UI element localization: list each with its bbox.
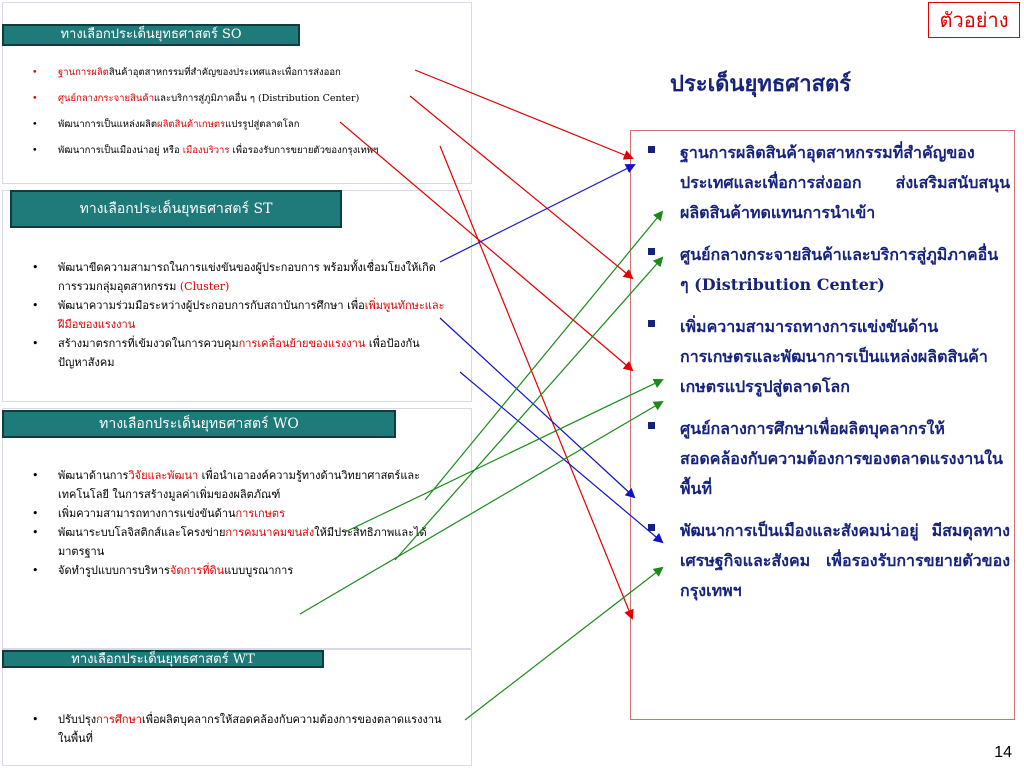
arrow-wo4 — [300, 402, 662, 614]
strategic-issue-text: ฐานการผลิตสินค้าอุตสาหกรรมที่สำคัญของประเทศและเพื่อการส่งออก ส่งเสริมสนับสนุนผลิตสินค้าทดแทนการนำเข้า — [680, 143, 1010, 222]
wt-header: ทางเลือกประเด็นยุทธศาสตร์ WT — [2, 650, 324, 668]
highlighted-text: เมืองบริวาร — [182, 145, 230, 156]
highlighted-text: การเคลื่อนย้ายของแรงงาน — [238, 337, 366, 350]
arrow-so4 — [440, 146, 632, 618]
arrow-st3 — [460, 372, 662, 542]
highlighted-text: เพิ่มพูนทักษะและฝีมือของแรงงาน — [58, 299, 445, 331]
item-text: พัฒนาความร่วมมือระหว่างผู้ประกอบการกับสถาบันการศึกษา เพื่อ — [58, 299, 365, 312]
strategic-issue-text: ศูนย์กลางการศึกษาเพื่อผลิตบุคลากรให้สอดคล้องกับความต้องการของตลาดแรงงานในพื้นที่ — [680, 419, 1003, 498]
item-text: และบริการสู่ภูมิภาคอื่น ๆ (Distribution Center) — [154, 93, 360, 104]
highlighted-text: ศูนย์กลางกระจายสินค้า — [58, 93, 155, 104]
page-number: 14 — [994, 744, 1012, 761]
highlighted-text: วิจัยและพัฒนา — [128, 469, 199, 482]
arrow-wo3 — [395, 258, 662, 560]
wo-header: ทางเลือกประเด็นยุทธศาสตร์ WO — [2, 410, 396, 438]
bullet-icon: • — [32, 564, 39, 577]
bullet-icon: • — [32, 119, 38, 130]
item-text: เพื่อรองรับการขยายตัวของกรุงเทพฯ — [229, 145, 379, 156]
arrow-so1 — [415, 70, 632, 158]
bullet-icon: • — [32, 469, 39, 482]
item-text: แปรรูปสู่ตลาดโลก — [225, 119, 300, 130]
strategic-issue-text: พัฒนาการเป็นเมืองและสังคมน่าอยู่ มีสมดุลทางเศรษฐกิจและสังคม เพื่อรองรับการขยายตัวของกรุงเทพฯ — [680, 521, 1010, 600]
bullet-icon: • — [32, 713, 39, 726]
highlighted-text: การเกษตร — [235, 507, 285, 520]
arrow-wo2 — [345, 380, 662, 532]
highlighted-text: การคมนาคมขนส่ง — [225, 526, 315, 539]
highlighted-text: ฐานการผลิต — [58, 67, 109, 78]
arrow-st1 — [440, 165, 634, 262]
bullet-icon: • — [32, 67, 38, 78]
item-text: พัฒนาด้านการ — [58, 469, 129, 482]
example-label: ตัวอย่าง — [928, 2, 1020, 38]
bullet-icon: • — [32, 299, 39, 312]
item-text: ปรับปรุง — [58, 713, 97, 726]
item-text: เพื่อผลิตบุคลากรให้สอดคล้องกับความต้องการของตลาดแรงงานในพื้นที่ — [58, 713, 442, 745]
page-title: ประเด็นยุทธศาสตร์ — [670, 71, 852, 97]
arrow-so3 — [340, 122, 632, 370]
arrow-so2 — [410, 96, 632, 278]
so-header: ทางเลือกประเด็นยุทธศาสตร์ SO — [2, 24, 300, 46]
strategic-issue-text: เพิ่มความสามารถทางการแข่งขันด้านการเกษตรและพัฒนาการเป็นแหล่งผลิตสินค้าเกษตรแปรรูปสู่ตลาดโลก — [680, 317, 988, 396]
highlighted-text: การศึกษา — [96, 713, 142, 726]
highlighted-text: ผลิตสินค้าเกษตร — [157, 119, 226, 130]
st-header: ทางเลือกประเด็นยุทธศาสตร์ ST — [10, 190, 342, 228]
arrow-wt1 — [465, 568, 662, 720]
item-text: พัฒนาการเป็นเมืองน่าอยู่ หรือ — [58, 145, 183, 156]
item-text: เพื่อป้องกันปัญหาสังคม — [58, 337, 420, 369]
item-text: แบบบูรณาการ — [224, 564, 294, 577]
bullet-icon: • — [32, 93, 38, 104]
bullet-icon: • — [32, 526, 39, 539]
item-text: ให้มีประสิทธิภาพและได้มาตรฐาน — [58, 526, 427, 558]
bullet-icon: • — [32, 337, 39, 350]
highlighted-text: จัดการที่ดิน — [169, 564, 225, 577]
bullet-icon: • — [32, 261, 39, 274]
bullet-icon: • — [32, 145, 38, 156]
item-text: สินค้าอุตสาหกรรมที่สำคัญของประเทศและเพื่อการส่งออก — [108, 67, 341, 78]
item-text: พัฒนาการเป็นแหล่งผลิต — [58, 119, 158, 130]
highlighted-text: (Cluster) — [179, 280, 230, 293]
item-text: จัดทำรูปแบบการบริหาร — [58, 564, 170, 577]
strategic-issue-text: ศูนย์กลางกระจายสินค้าและบริการสู่ภูมิภาคอื่น ๆ (Distribution Center) — [680, 245, 999, 294]
item-text: เพิ่มความสามารถทางการแข่งขันด้าน — [58, 507, 236, 520]
item-text: พัฒนาขีดความสามารถในการแข่งขันของผู้ประกอบการ พร้อมทั้งเชื่อมโยงให้เกิดการรวมกลุ่มอุตสาหกรรม — [58, 261, 436, 293]
arrow-wo1 — [425, 212, 662, 500]
bullet-icon: • — [32, 507, 39, 520]
item-text: เพื่อนำเอาองค์ความรู้ทางด้านวิทยาศาสตร์และเทคโนโลยี ในการสร้างมูลค่าเพิ่มของผลิตภัณฑ์ — [58, 469, 421, 501]
item-text: พัฒนาระบบโลจิสติกส์และโครงข่าย — [58, 526, 226, 539]
item-text: สร้างมาตรการที่เข้มงวดในการควบคุม — [58, 337, 239, 350]
